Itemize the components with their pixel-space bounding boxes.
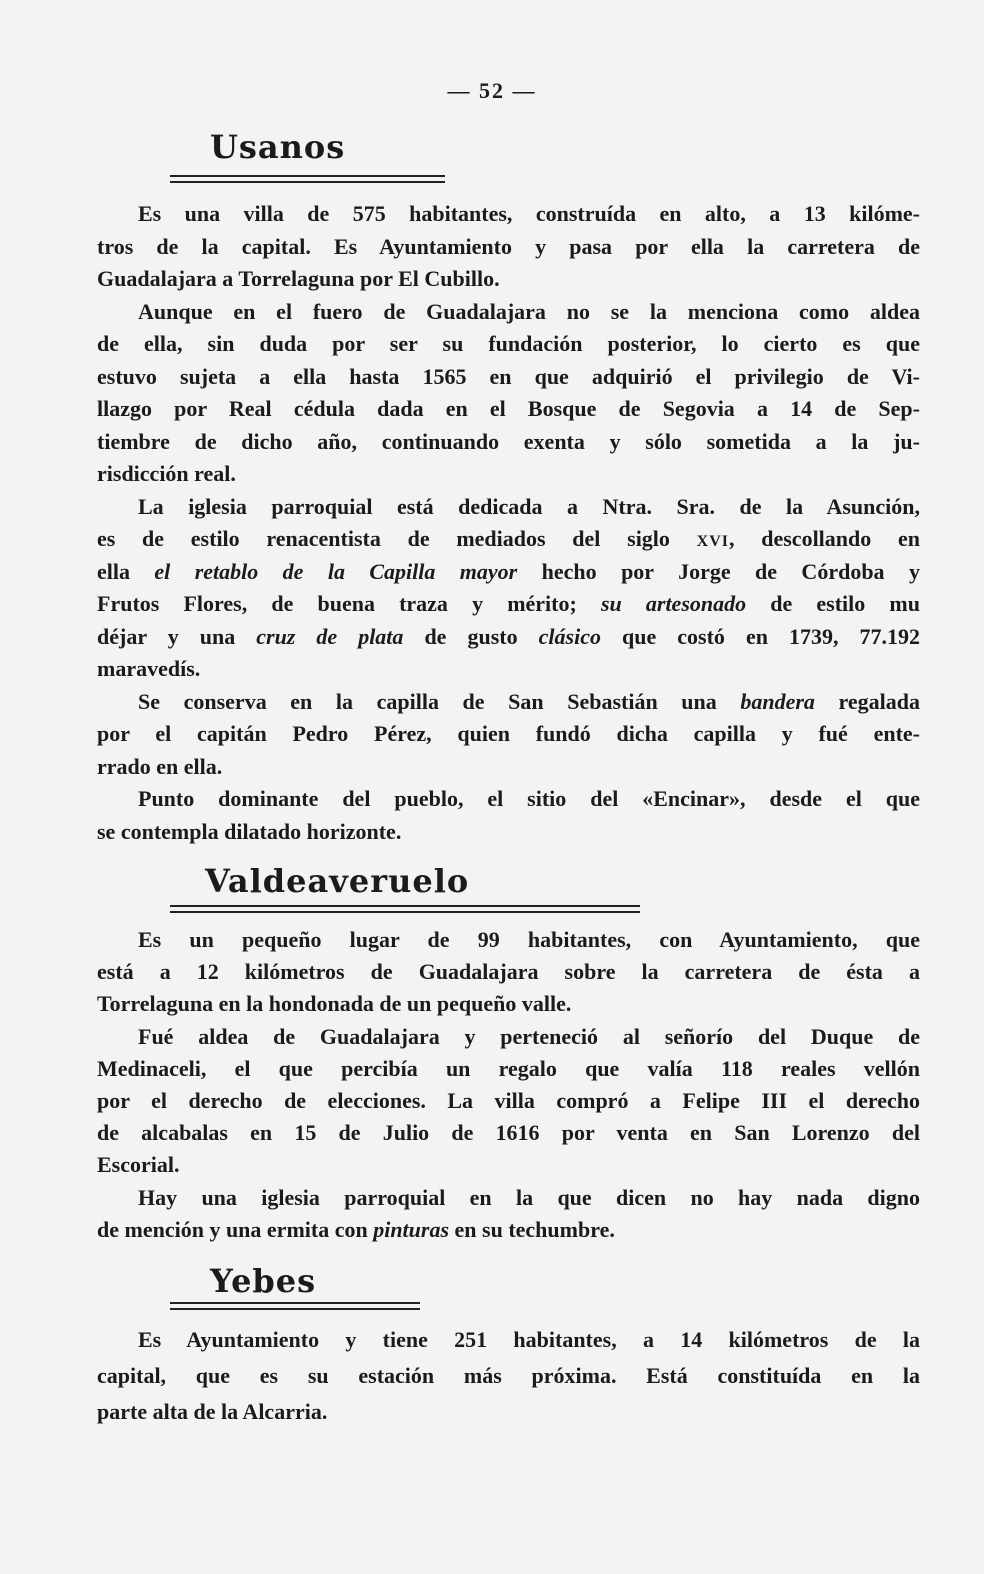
text-line xyxy=(97,588,920,621)
text: hecho por Jorge de Córdoba y xyxy=(517,558,920,584)
italic-text: pinturas xyxy=(373,1216,450,1242)
title-rule xyxy=(170,175,445,183)
text: maravedís. xyxy=(97,656,201,681)
text: déjar y una xyxy=(97,623,257,649)
text-line xyxy=(97,718,920,751)
text: Es Ayuntamiento y tiene 251 habitantes, a 14 kilómetros de la xyxy=(138,1327,920,1352)
text-line xyxy=(97,426,920,459)
text: Frutos Flores, de buena traza y mérito; xyxy=(97,591,601,616)
text: Es un pequeño lugar de 99 habitantes, con Ayuntamiento, que xyxy=(138,927,920,952)
text: capital, que es su estación más próxima. Está constituída en la xyxy=(97,1363,920,1388)
text-line xyxy=(97,956,920,988)
italic-text: clásico xyxy=(538,623,601,649)
text-line xyxy=(97,491,920,524)
paragraph xyxy=(97,491,920,686)
text-line xyxy=(97,686,920,719)
small-caps-text: XVI xyxy=(696,533,730,550)
text: Torrelaguna en la hondonada de un pequeño valle. xyxy=(97,991,572,1017)
text: en su techumbre. xyxy=(449,1216,615,1242)
text: está a 12 kilómetros de Guadalajara sobre la carretera de ésta a xyxy=(97,959,920,985)
text-line xyxy=(97,816,920,849)
text-line xyxy=(97,1085,920,1117)
italic-text: bandera xyxy=(740,688,815,714)
text: Aunque en el fuero de Guadalajara no se la menciona como aldea xyxy=(138,298,920,324)
section-body-valdeaveruelo xyxy=(97,924,920,1246)
text: Escorial. xyxy=(97,1152,180,1178)
title-rule xyxy=(170,905,640,913)
text: ella xyxy=(97,558,155,584)
text-line xyxy=(97,1117,920,1149)
text: por el derecho de elecciones. La villa compró a Felipe III el derecho xyxy=(97,1087,920,1113)
text-line xyxy=(97,1394,920,1430)
text: Fué aldea de Guadalajara y perteneció al señorío del Duque de xyxy=(138,1023,920,1049)
text-line xyxy=(97,361,920,394)
text: risdicción real. xyxy=(97,461,236,486)
text-line xyxy=(97,1149,920,1181)
text: se contempla dilatado horizonte. xyxy=(97,818,402,844)
text: , descollando en xyxy=(729,526,921,551)
text: es de estilo renacentista de mediados del siglo xyxy=(97,526,697,551)
paragraph xyxy=(97,1182,920,1246)
text: estuvo sujeta a ella hasta 1565 en que adquirió el privilegio de Vi- xyxy=(97,363,920,389)
text-line xyxy=(97,556,920,589)
italic-text: el retablo de la Capilla mayor xyxy=(154,558,518,584)
text: de estilo mu xyxy=(746,591,920,616)
text-line xyxy=(97,751,920,784)
text-line xyxy=(97,328,920,361)
text: de gusto xyxy=(403,623,539,649)
text-line xyxy=(97,621,920,654)
paragraph xyxy=(97,1021,920,1182)
text-line xyxy=(97,653,920,686)
text: La iglesia parroquial está dedicada a Ntra. Sra. de la Asunción, xyxy=(138,493,920,519)
paragraph xyxy=(97,686,920,784)
text: Es una villa de 575 habitantes, construída en alto, a 13 kilóme- xyxy=(138,201,920,226)
text-line xyxy=(97,198,920,231)
text: Se conserva en la capilla de San Sebastián una xyxy=(138,688,741,714)
text-line xyxy=(97,393,920,426)
paragraph xyxy=(97,1322,920,1430)
text: parte alta de la Alcarria. xyxy=(97,1399,328,1424)
text: tros de la capital. Es Ayuntamiento y pasa por ella la carretera de xyxy=(97,233,920,259)
italic-text: cruz de plata xyxy=(256,623,404,649)
text-line xyxy=(97,1358,920,1394)
text: que costó en 1739, 77.192 xyxy=(600,623,920,649)
text: Punto dominante del pueblo, el sitio del «Encinar», desde el que xyxy=(138,786,920,811)
text-line xyxy=(97,231,920,264)
text: regalada xyxy=(814,688,921,714)
text-line xyxy=(97,988,920,1020)
text-line xyxy=(97,523,920,556)
text: de ella, sin duda por ser su fundación posterior, lo cierto es que xyxy=(97,331,920,356)
text: de mención y una ermita con xyxy=(97,1216,374,1242)
text: Guadalajara a Torrelaguna por El Cubillo. xyxy=(97,266,500,291)
italic-text: su artesonado xyxy=(600,591,747,616)
text: llazgo por Real cédula dada en el Bosque de Segovia a 14 de Sep- xyxy=(97,396,920,421)
paragraph xyxy=(97,198,920,296)
text-line xyxy=(97,1214,920,1246)
text: Medinaceli, el que percibía un regalo que valía 118 reales vellón xyxy=(97,1055,920,1081)
paragraph xyxy=(97,924,920,1021)
section-title-usanos: Usanos xyxy=(210,128,346,166)
section-title-valdeaveruelo: Valdeaveruelo xyxy=(205,862,470,900)
text-line xyxy=(97,1322,920,1358)
paragraph xyxy=(97,783,920,848)
text-line xyxy=(97,1053,920,1085)
text: por el capitán Pedro Pérez, quien fundó dicha capilla y fué ente- xyxy=(97,721,920,746)
page-number: — 52 — xyxy=(447,78,537,103)
text-line xyxy=(97,924,920,956)
text: rrado en ella. xyxy=(97,753,223,779)
text-line xyxy=(97,296,920,329)
text-line xyxy=(97,1182,920,1214)
title-rule xyxy=(170,1302,420,1310)
text: de alcabalas en 15 de Julio de 1616 por venta en San Lorenzo del xyxy=(97,1120,920,1146)
text: Hay una iglesia parroquial en la que dicen no hay nada digno xyxy=(138,1184,920,1210)
text: tiembre de dicho año, continuando exenta y sólo sometida a la ju- xyxy=(97,428,920,454)
text-line xyxy=(97,783,920,816)
text-line xyxy=(97,1021,920,1053)
section-body-usanos xyxy=(97,198,920,848)
section-title-yebes: Yebes xyxy=(210,1262,317,1300)
text-line xyxy=(97,263,920,296)
paragraph xyxy=(97,296,920,491)
text-line xyxy=(97,458,920,491)
section-body-yebes xyxy=(97,1322,920,1430)
